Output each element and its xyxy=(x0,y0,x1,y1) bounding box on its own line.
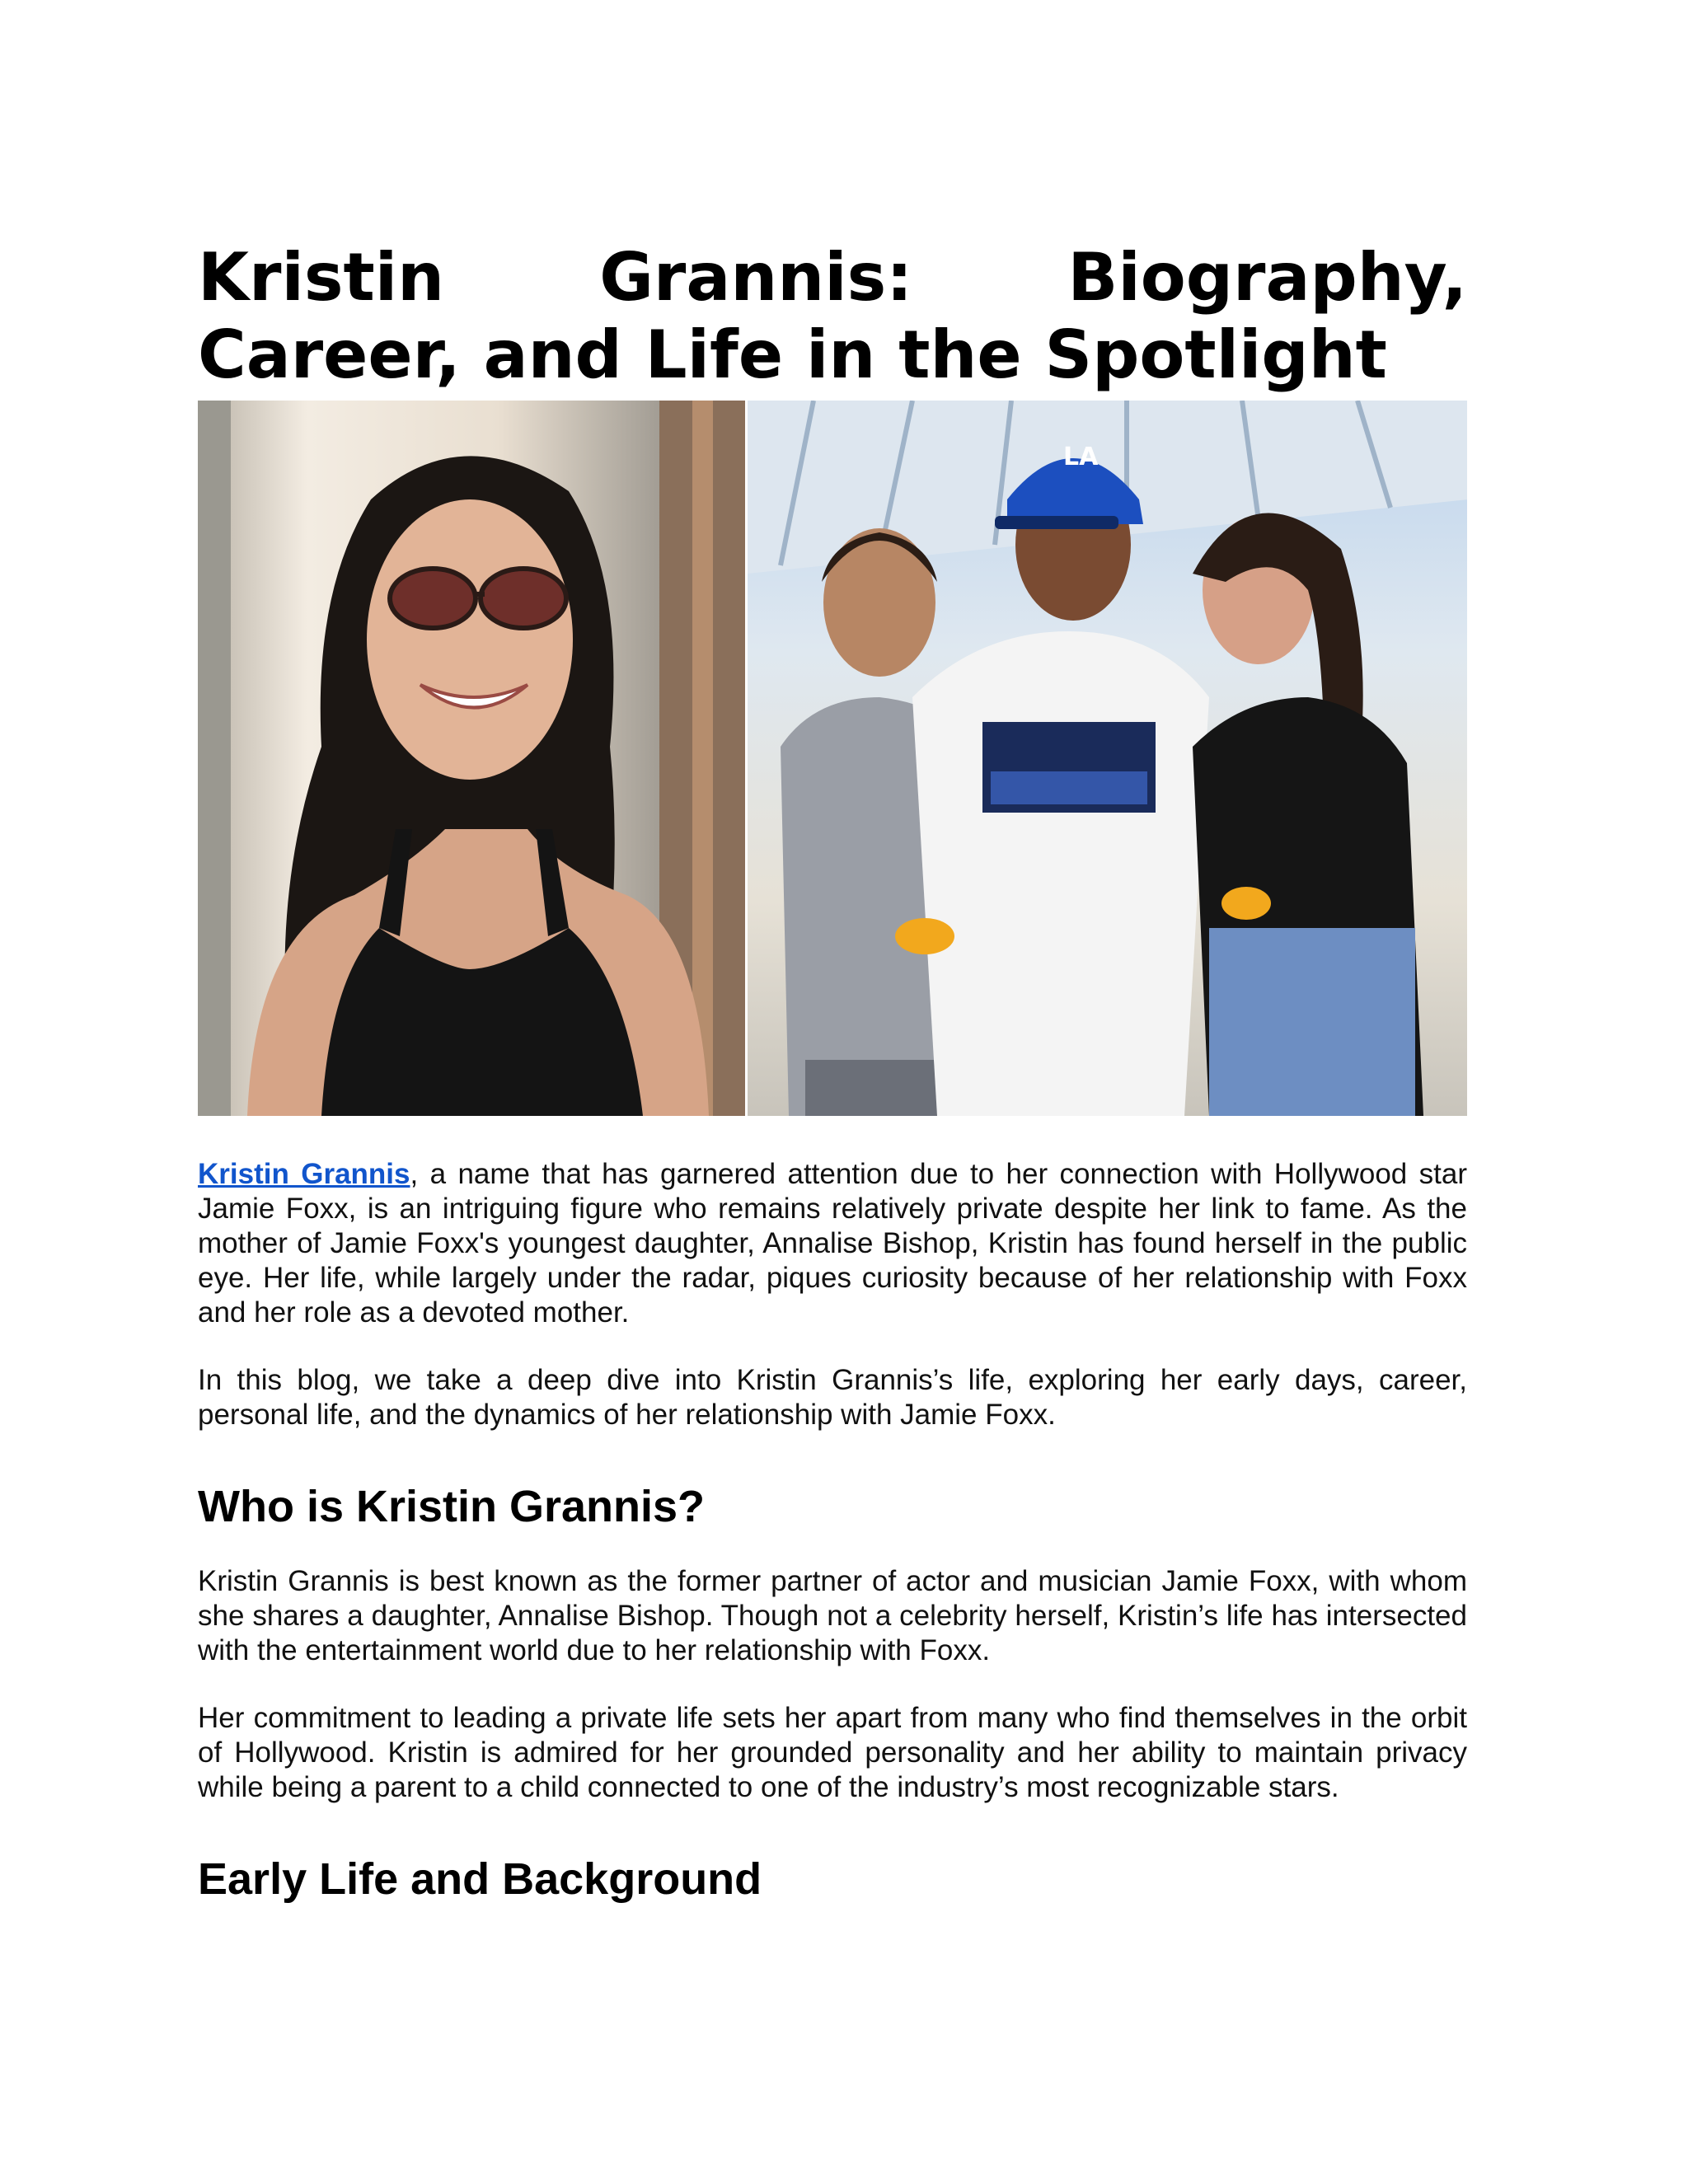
photo-woman-portrait xyxy=(198,401,745,1116)
section-heading-early-life: Early Life and Background xyxy=(198,1854,762,1904)
article-title: Kristin Grannis: Biography, Career, and Life in the Spotlight xyxy=(198,239,1467,393)
hero-image xyxy=(198,401,1467,1116)
dodgers-logo: LA xyxy=(1062,443,1099,471)
article xyxy=(198,239,1467,1905)
intro-paragraph-2: In this blog, we take a deep dive into Kristin Grannis’s life, exploring her early days, career, personal life, and the dynamics of her relationship with Jamie Foxx. xyxy=(198,1364,1467,1431)
intro-paragraph xyxy=(198,1157,1467,1330)
section-who-paragraph-2: Her commitment to leading a private life sets her apart from many who find themselves in the orbit of Hollywood. Kristin is admired for her grounded personality and her ability to maintain privacy while being a parent to a child connected to one of the industry’s most recognizable stars. xyxy=(198,1702,1467,1803)
intro-text: , a name that has garnered attention due to her connection with Hollywood star Jamie Foxx, is an intriguing figure who remains relatively private despite her link to fame. As the mother of Jamie Foxx's youngest daughter, Annalise Bishop, Kristin has found herself in the public eye. Her life, while largely under the radar, piques curiosity because of her relationship with Foxx and her role as a devoted mother. xyxy=(198,1158,1468,1329)
kristin-grannis-link[interactable]: Kristin Grannis xyxy=(198,1158,410,1190)
photo-group-outing xyxy=(748,401,1467,1116)
section-who-paragraph-1: Kristin Grannis is best known as the former partner of actor and musician Jamie Foxx, with whom she shares a daughter, Annalise Bishop. Though not a celebrity herself, Kristin’s life has intersected with the entertainment world due to her relationship with Foxx. xyxy=(198,1565,1467,1666)
section-heading-who: Who is Kristin Grannis? xyxy=(198,1482,706,1531)
